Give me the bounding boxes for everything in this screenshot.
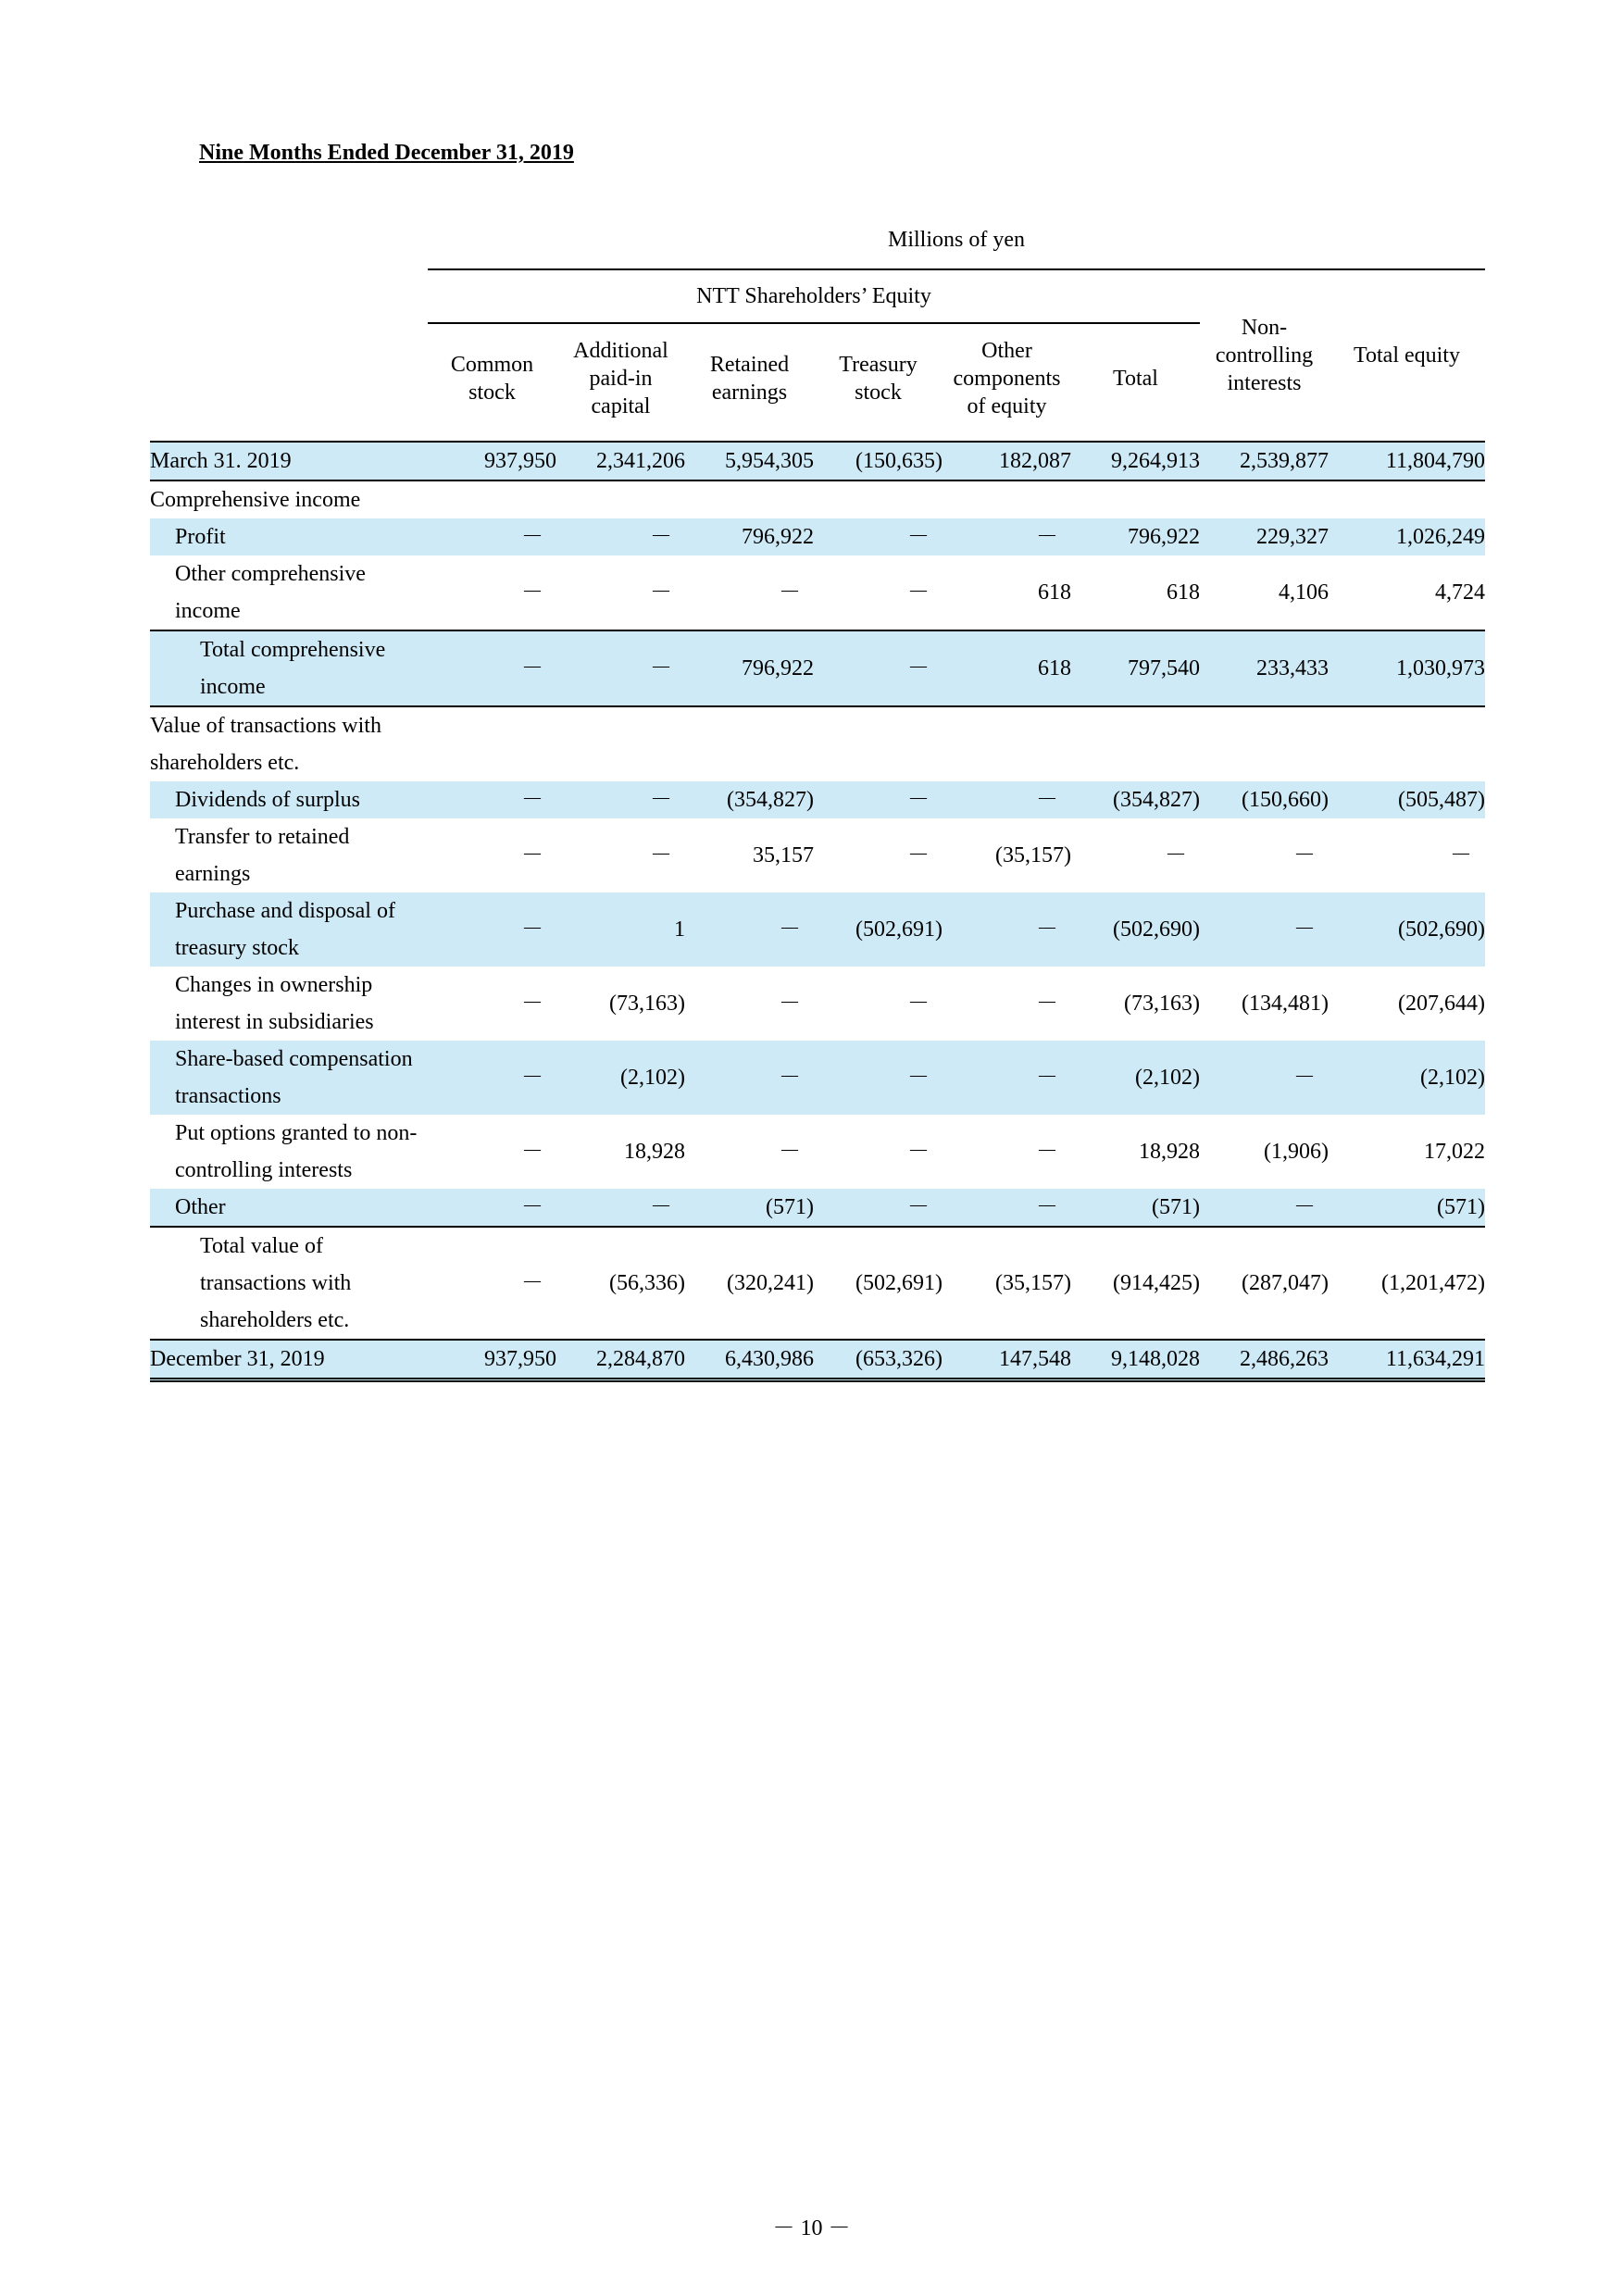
table-row: [150, 781, 1485, 818]
page-number: － 10 －: [772, 2216, 851, 2240]
cell-value: 229,327: [1200, 518, 1329, 555]
cell-value: [814, 706, 943, 781]
table-row: [150, 630, 1485, 706]
table-row: [150, 1189, 1485, 1227]
table-body: [150, 442, 1485, 1380]
cell-value: (207,644): [1398, 992, 1485, 1016]
column-header: Common stock: [450, 353, 534, 405]
cell-value: (2,102): [556, 1041, 685, 1115]
cell-value: (571): [1071, 1189, 1200, 1227]
cell-value: 2,341,206: [556, 442, 685, 480]
cell-value: (502,690): [1071, 892, 1200, 967]
cell-value: －: [907, 992, 930, 1016]
cell-value: －: [814, 518, 943, 555]
cell-value: 796,922: [685, 518, 814, 555]
cell-value: (571): [685, 1189, 814, 1227]
cell-value: 937,950: [428, 442, 556, 480]
cell-value: 2,284,870: [556, 1340, 685, 1380]
cell-value: 1: [556, 892, 685, 967]
cell-value: 11,634,291: [1329, 1340, 1485, 1380]
cell-value: 35,157: [753, 843, 814, 867]
cell-value: (502,691): [814, 1227, 943, 1340]
cell-value: [1200, 480, 1329, 518]
table-row: [150, 555, 1485, 630]
cell-value: －: [943, 892, 1071, 967]
row-label: Value of transactions with shareholders etc.: [150, 714, 381, 775]
cell-value: －: [907, 580, 930, 605]
cell-value: [1071, 706, 1200, 781]
row-label: Other comprehensive income: [175, 562, 366, 623]
table-row: [150, 706, 1485, 781]
cell-value: －: [1293, 843, 1316, 867]
cell-value: (354,827): [1071, 781, 1200, 818]
row-label: Other: [150, 1189, 428, 1227]
cell-value: (502,690): [1329, 892, 1485, 967]
column-header: Total: [1113, 367, 1158, 391]
cell-value: 9,148,028: [1071, 1340, 1200, 1380]
cell-value: －: [556, 630, 685, 706]
cell-value: 182,087: [943, 442, 1071, 480]
cell-value: 11,804,790: [1329, 442, 1485, 480]
cell-value: 618: [1167, 580, 1200, 605]
cell-value: (35,157): [943, 1227, 1071, 1340]
row-label: Total value of transactions with shareholders etc.: [150, 1227, 428, 1340]
cell-value: [556, 480, 685, 518]
cell-value: 937,950: [428, 1340, 556, 1380]
column-header: Total equity: [1354, 343, 1460, 368]
cell-value: －: [907, 843, 930, 867]
cell-value: 9,264,913: [1071, 442, 1200, 480]
header-units-row: [150, 211, 1485, 269]
cell-value: (505,487): [1329, 781, 1485, 818]
cell-value: －: [814, 781, 943, 818]
cell-value: 17,022: [1424, 1140, 1485, 1164]
cell-value: －: [779, 1140, 801, 1164]
cell-value: 2,539,877: [1200, 442, 1329, 480]
cell-value: －: [428, 1189, 556, 1227]
cell-value: 796,922: [685, 630, 814, 706]
cell-value: －: [428, 1041, 556, 1115]
cell-value: 1,026,249: [1329, 518, 1485, 555]
cell-value: [556, 706, 685, 781]
cell-value: －: [428, 781, 556, 818]
cell-value: －: [556, 781, 685, 818]
cell-value: [685, 480, 814, 518]
cell-value: [1071, 480, 1200, 518]
cell-value: (35,157): [995, 843, 1071, 867]
cell-value: [1329, 480, 1485, 518]
cell-value: －: [428, 1227, 556, 1340]
cell-value: (354,827): [685, 781, 814, 818]
cell-value: (571): [1329, 1189, 1485, 1227]
cell-value: －: [428, 892, 556, 967]
cell-value: －: [521, 1140, 543, 1164]
cell-value: －: [943, 1189, 1071, 1227]
table-row: [150, 1041, 1485, 1115]
row-label: Purchase and disposal of treasury stock: [150, 892, 428, 967]
cell-value: 796,922: [1071, 518, 1200, 555]
row-label: Changes in ownership interest in subsidiaries: [175, 973, 374, 1034]
cell-value: －: [1200, 1041, 1329, 1115]
cell-value: －: [650, 580, 672, 605]
cell-value: (1,906): [1264, 1140, 1329, 1164]
table-row: [150, 892, 1485, 967]
cell-value: (1,201,472): [1329, 1227, 1485, 1340]
cell-value: [814, 480, 943, 518]
column-header: Additional paid-in capital: [573, 339, 668, 418]
cell-value: －: [521, 992, 543, 1016]
table-row: [150, 442, 1485, 480]
cell-value: －: [1036, 1140, 1058, 1164]
cell-value: [428, 480, 556, 518]
cell-value: －: [1200, 1189, 1329, 1227]
cell-value: [1329, 706, 1485, 781]
cell-value: 18,928: [624, 1140, 685, 1164]
cell-value: －: [779, 992, 801, 1016]
cell-value: (2,102): [1329, 1041, 1485, 1115]
cell-value: －: [521, 580, 543, 605]
header-blank: [150, 269, 428, 323]
cell-value: －: [685, 892, 814, 967]
cell-value: －: [814, 630, 943, 706]
row-label: Transfer to retained earnings: [175, 825, 350, 886]
row-label: March 31. 2019: [150, 442, 428, 480]
cell-value: －: [779, 580, 801, 605]
cell-value: 618: [943, 630, 1071, 706]
table-row: [150, 1115, 1485, 1189]
cell-value: [428, 706, 556, 781]
cell-value: (2,102): [1071, 1041, 1200, 1115]
cell-value: (150,660): [1200, 781, 1329, 818]
cell-value: (287,047): [1200, 1227, 1329, 1340]
cell-value: 18,928: [1139, 1140, 1200, 1164]
cell-value: 618: [1038, 580, 1071, 605]
cell-value: 6,430,986: [685, 1340, 814, 1380]
table-row: [150, 518, 1485, 555]
row-label: December 31, 2019: [150, 1340, 428, 1380]
cell-value: 233,433: [1200, 630, 1329, 706]
cell-value: (150,635): [814, 442, 943, 480]
row-label: Comprehensive income: [150, 488, 361, 512]
cell-value: －: [943, 1041, 1071, 1115]
cell-value: (56,336): [556, 1227, 685, 1340]
cell-value: －: [428, 518, 556, 555]
cell-value: －: [685, 1041, 814, 1115]
cell-value: (502,691): [814, 892, 943, 967]
cell-value: －: [814, 1041, 943, 1115]
header-group-row: [150, 269, 1485, 323]
cell-value: (914,425): [1071, 1227, 1200, 1340]
cell-value: [1200, 706, 1329, 781]
shareholders-equity-group-header: NTT Shareholders’ Equity: [428, 269, 1200, 323]
cell-value: －: [907, 1140, 930, 1164]
units-caption: Millions of yen: [428, 211, 1485, 269]
cell-value: －: [1165, 843, 1187, 867]
row-label: Profit: [150, 518, 428, 555]
cell-value: －: [556, 1189, 685, 1227]
cell-value: －: [1450, 843, 1472, 867]
cell-value: 4,106: [1279, 580, 1329, 605]
column-header: Treasury stock: [839, 353, 918, 405]
column-header: Other components of equity: [953, 339, 1061, 418]
cell-value: 1,030,973: [1329, 630, 1485, 706]
cell-value: 797,540: [1071, 630, 1200, 706]
cell-value: 4,724: [1435, 580, 1485, 605]
table-row: [150, 818, 1485, 892]
cell-value: (134,481): [1242, 992, 1329, 1016]
row-label: Total comprehensive income: [150, 630, 428, 706]
row-label: Put options granted to non-controlling interests: [175, 1121, 418, 1182]
cell-value: －: [943, 518, 1071, 555]
header-blank: [150, 323, 428, 442]
column-header: Non- controlling interests: [1215, 316, 1314, 395]
table-row: [150, 1340, 1485, 1380]
column-header: Retained earnings: [709, 353, 790, 405]
cell-value: (653,326): [814, 1340, 943, 1380]
cell-value: (73,163): [609, 992, 685, 1016]
equity-statement-table: [150, 211, 1485, 1382]
cell-value: －: [650, 843, 672, 867]
cell-value: [943, 706, 1071, 781]
cell-value: 2,486,263: [1200, 1340, 1329, 1380]
header-blank: [150, 211, 428, 269]
cell-value: －: [814, 1189, 943, 1227]
cell-value: 5,954,305: [685, 442, 814, 480]
cell-value: (73,163): [1124, 992, 1200, 1016]
cell-value: －: [1036, 992, 1058, 1016]
row-label: Share-based compensation transactions: [150, 1041, 428, 1115]
cell-value: 147,548: [943, 1340, 1071, 1380]
cell-value: －: [943, 781, 1071, 818]
cell-value: －: [1200, 892, 1329, 967]
cell-value: (320,241): [685, 1227, 814, 1340]
table-row: [150, 480, 1485, 518]
cell-value: [943, 480, 1071, 518]
table-row: [150, 1227, 1485, 1340]
section-title: Nine Months Ended December 31, 2019: [199, 141, 574, 165]
row-label: Dividends of surplus: [150, 781, 428, 818]
cell-value: －: [428, 630, 556, 706]
cell-value: [685, 706, 814, 781]
cell-value: －: [521, 843, 543, 867]
table-row: [150, 967, 1485, 1041]
cell-value: －: [556, 518, 685, 555]
